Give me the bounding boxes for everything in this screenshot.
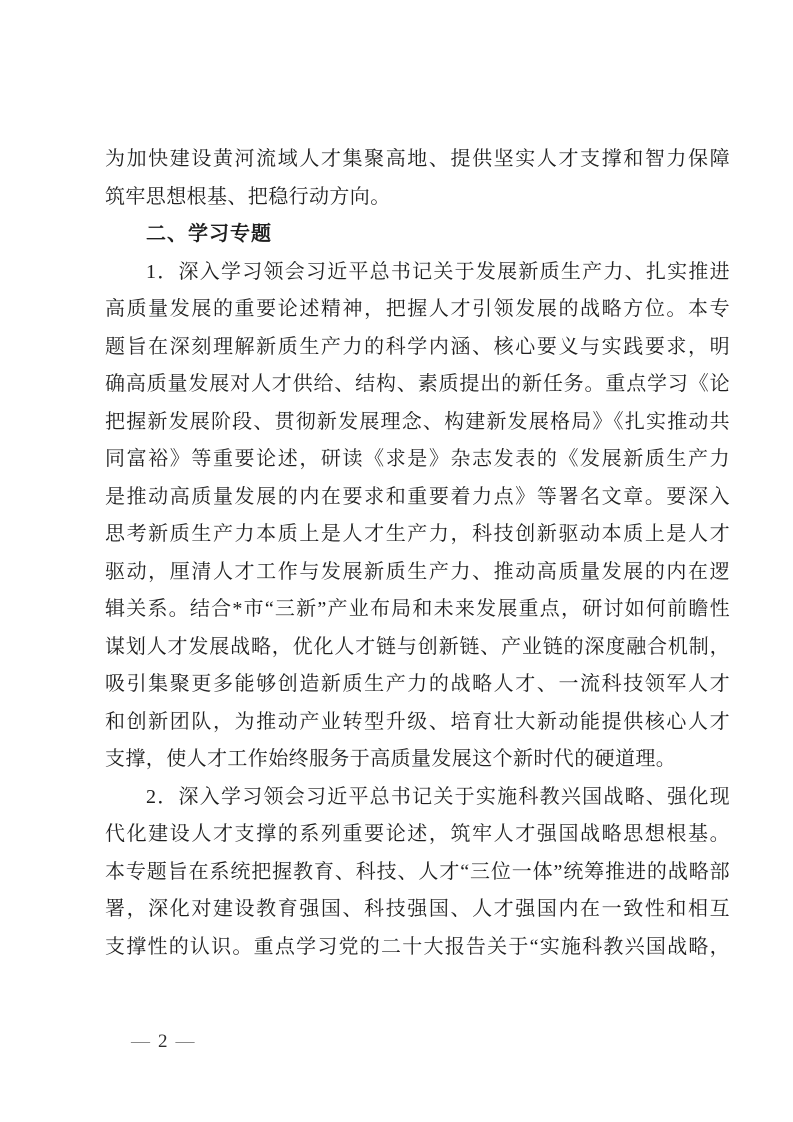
- text-line: 1．深入学习领会习近平总书记关于发展新质生产力、扎实推进: [146, 260, 730, 283]
- text-line: 谋划人才发展战略，优化人才链与创新链、产业链的深度融合机制，: [105, 635, 730, 658]
- document-body: [105, 141, 730, 966]
- section-heading: 二、学习专题: [146, 223, 272, 245]
- page-footer: [131, 1030, 197, 1054]
- text-line: 支撑，使人才工作始终服务于高质量发展这个新时代的硬道理。: [105, 748, 677, 770]
- text-line: 题旨在深刻理解新质生产力的科学内涵、核心要义与实践要求，明: [105, 335, 730, 358]
- text-line: 驱动，厘清人才工作与发展新质生产力、推动高质量发展的内在逻: [105, 560, 730, 583]
- page-number: 2: [158, 1031, 170, 1052]
- footer-right-dash: —: [175, 1031, 197, 1052]
- text-line: 本专题旨在系统把握教育、科技、人才“三位一体”统筹推进的战略部: [105, 860, 730, 883]
- text-line: 同富裕》等重要论述，研读《求是》杂志发表的《发展新质生产力: [105, 448, 730, 470]
- text-line: 支撑性的认识。重点学习党的二十大报告关于“实施科教兴国战略，: [105, 935, 730, 958]
- text-line: 思考新质生产力本质上是人才生产力，科技创新驱动本质上是人才: [105, 523, 730, 545]
- text-line: 是推动高质量发展的内在要求和重要着力点》等署名文章。要深入: [105, 485, 730, 508]
- text-line: 筑牢思想根基、把稳行动方向。: [105, 185, 391, 208]
- text-line: 辑关系。结合*市“三新”产业布局和未来发展重点，研讨如何前瞻性: [105, 598, 730, 620]
- text-line: 高质量发展的重要论述精神，把握人才引领发展的战略方位。本专: [105, 298, 730, 320]
- footer-left-dash: —: [131, 1031, 152, 1052]
- text-line: 2．深入学习领会习近平总书记关于实施科教兴国战略、强化现: [146, 785, 730, 808]
- text-line: 吸引集聚更多能够创造新质生产力的战略人才、一流科技领军人才: [105, 673, 730, 695]
- text-line: 和创新团队，为推动产业转型升级、培育壮大新动能提供核心人才: [105, 710, 730, 733]
- text-line: 代化建设人才支撑的系列重要论述，筑牢人才强国战略思想根基。: [105, 823, 730, 845]
- text-line: 确高质量发展对人才供给、结构、素质提出的新任务。重点学习《论: [105, 373, 730, 395]
- text-line: 署，深化对建设教育强国、科技强国、人才强国内在一致性和相互: [105, 898, 730, 920]
- text-line: 把握新发展阶段、贯彻新发展理念、构建新发展格局》《扎实推动共: [105, 410, 730, 433]
- text-line: 为加快建设黄河流域人才集聚高地、提供坚实人才支撑和智力保障: [105, 148, 730, 170]
